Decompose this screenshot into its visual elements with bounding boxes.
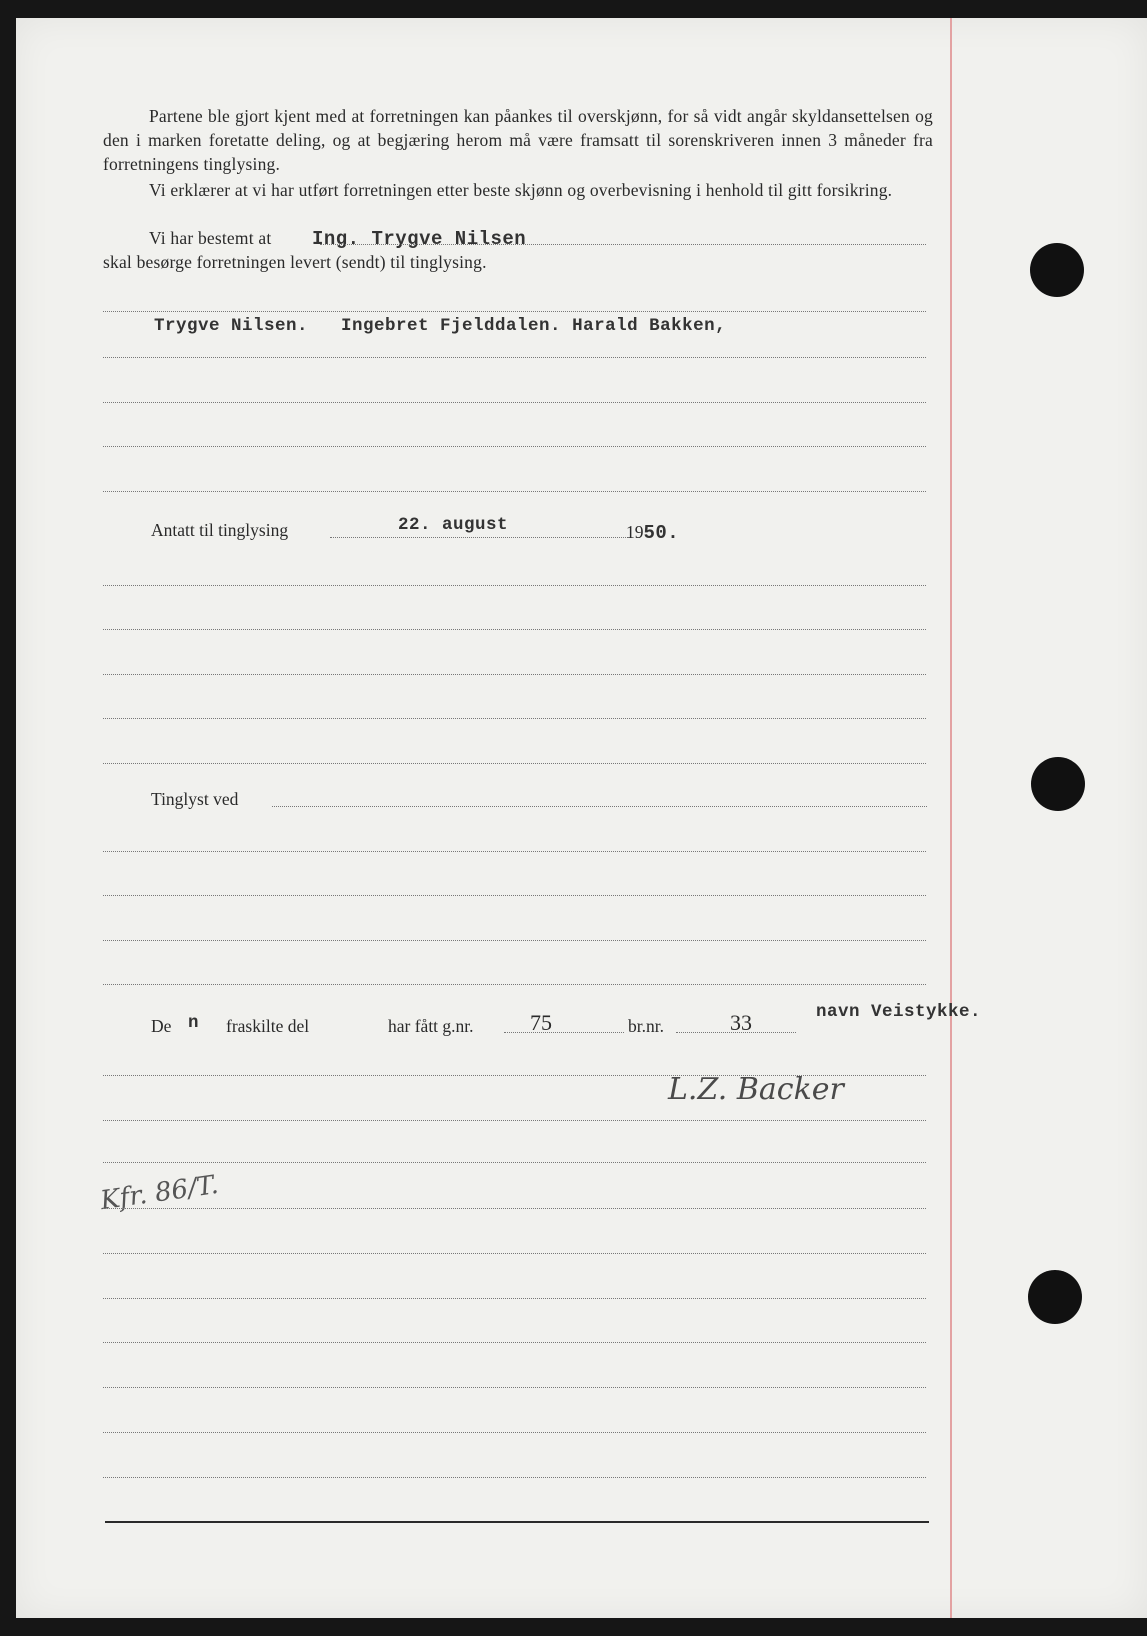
punch-hole (1031, 757, 1085, 811)
margin-note: Kfr. 86/T. (98, 1169, 221, 1217)
ruled-line (103, 940, 926, 941)
designation-fill-line (320, 244, 926, 245)
handwritten-signature: L.Z. Backer (668, 1072, 844, 1107)
de-fill: n (188, 1013, 200, 1033)
declaration-paragraph (103, 178, 933, 202)
closing-rule (105, 1521, 929, 1523)
ruled-line (103, 585, 926, 586)
tinglyst-label: Tinglyst ved (151, 789, 239, 809)
punch-hole (1028, 1270, 1082, 1324)
tinglyst-fill-line (272, 806, 927, 807)
ruled-line (103, 402, 926, 403)
ruled-line (103, 718, 926, 719)
ruled-line (103, 311, 926, 312)
appeal-paragraph (103, 104, 933, 176)
designation-paragraph (103, 226, 933, 251)
parcel-name: navn Veistykke. (816, 1002, 982, 1022)
gnr-fill-line (504, 1032, 624, 1033)
ruled-line (103, 851, 926, 852)
registration-year (626, 522, 679, 544)
ruled-line (103, 1432, 926, 1433)
appeal-text: Partene ble gjort kjent med at forretningen kan påankes til overskjønn, for så vidt angår skyldansettelsen og den i marken foretatte deling, og at begjæring herom må være framsatt til sorenskriveren innen 3 måneder fra forretningens tinglysing. (103, 106, 933, 174)
submission-text: skal besørge forretningen levert (sendt) til tinglysing. (103, 252, 487, 272)
de-label: De (151, 1016, 172, 1036)
ruled-line (103, 763, 926, 764)
punch-hole (1030, 243, 1084, 297)
brnr-label: br.nr. (628, 1016, 664, 1036)
registration-date: 22. august (398, 515, 509, 535)
gnr-value: 75 (530, 1010, 552, 1035)
ruled-line (103, 1477, 926, 1478)
ruled-line (103, 357, 926, 358)
brnr-value: 33 (730, 1010, 752, 1035)
fraskilte-label: fraskilte del (226, 1016, 310, 1036)
antatt-label: Antatt til tinglysing (151, 520, 289, 540)
ruled-line (103, 1162, 926, 1163)
ruled-line (103, 446, 926, 447)
typed-signatures: Trygve Nilsen. Ingebret Fjelddalen. Harald Bakken, (154, 316, 727, 336)
ruled-line (103, 1298, 926, 1299)
submission-paragraph (103, 250, 933, 274)
ruled-line (103, 674, 926, 675)
ruled-line (103, 1342, 926, 1343)
designated-person: Ing. Trygve Nilsen (311, 228, 527, 250)
ruled-line (103, 1253, 926, 1254)
margin-rule (950, 18, 952, 1618)
ruled-line (103, 629, 926, 630)
year-suffix: 50. (643, 522, 680, 544)
gnr-label: har fått g.nr. (388, 1016, 474, 1036)
ruled-line (103, 984, 926, 985)
ruled-line (103, 1120, 926, 1121)
ruled-line (103, 1387, 926, 1388)
designation-prefix: Vi har bestemt at (149, 228, 272, 248)
year-prefix: 19 (626, 522, 644, 542)
ruled-line (103, 1208, 926, 1209)
antatt-fill-line (330, 537, 628, 538)
ruled-line (103, 491, 926, 492)
ruled-line (103, 895, 926, 896)
declaration-text: Vi erklærer at vi har utført forretningen etter beste skjønn og overbevisning i henhold til gitt forsikring. (149, 180, 893, 200)
